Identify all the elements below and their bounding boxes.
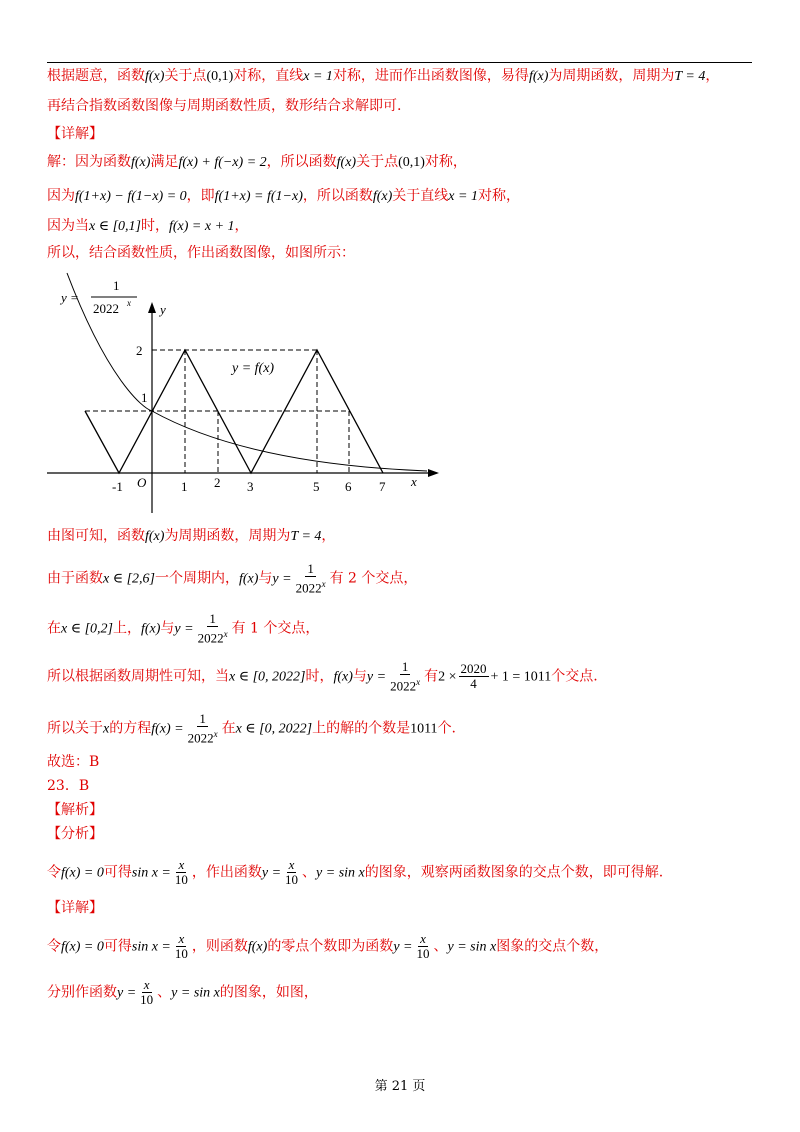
detail-line-1 [47, 932, 767, 961]
fraction-den: 10 [416, 946, 430, 961]
heading-analysis: 【解析】 [47, 802, 103, 818]
text: 在 [47, 620, 61, 637]
math-result: + 1 = 1011 [490, 669, 552, 685]
math-times: 2 × [438, 669, 457, 685]
math-sin-function: y = sin x [171, 985, 220, 1001]
text: 上， [112, 620, 141, 637]
text: 可得 [103, 864, 132, 881]
heading-detail-2: 【详解】 [47, 900, 103, 916]
text: 的图象，如图， [219, 984, 318, 1001]
math-y: y = [174, 621, 194, 637]
fraction-den [388, 675, 422, 693]
text: 对称，直线 [233, 68, 304, 84]
math-y: y = [117, 985, 137, 1001]
fraction [294, 562, 328, 595]
text: 与 [160, 620, 175, 637]
text: 与 [352, 668, 367, 685]
fraction [459, 662, 489, 691]
fraction-num: 1 [401, 659, 409, 674]
analysis-line-1 [47, 858, 767, 887]
fraction-den: 10 [140, 992, 154, 1007]
text: 的图象，观察两函数图象的交点个数，即可得解. [364, 864, 664, 881]
result-line-4 [47, 660, 767, 693]
para-2: 再结合指数函数图像与周期函数性质，数形结合求解即可. [47, 98, 402, 114]
answer-line: 故选：B [47, 754, 100, 770]
x-tick-6: 6 [345, 479, 352, 494]
heading-detail: 【详解】 [47, 126, 103, 142]
y-axis-arrow-icon [148, 302, 156, 313]
math-fx: f(x) [336, 155, 357, 170]
math-equation: f(x) = 0 [61, 865, 104, 881]
math-period: T = 4 [674, 69, 706, 84]
fraction [138, 978, 155, 1007]
solution-line-4: 所以，结合函数性质，作出函数图像，如图所示： [47, 245, 355, 261]
text: 有 1 个交点， [231, 620, 320, 637]
fraction-den: 10 [174, 946, 188, 961]
math-y: y = [366, 669, 387, 685]
origin-label: O [137, 475, 147, 490]
den-base: 2022 [197, 630, 224, 646]
math-period: T = 4 [290, 529, 322, 544]
para-1 [47, 66, 767, 87]
fraction-num: 1 [209, 611, 216, 626]
text: 由于函数 [47, 570, 103, 587]
text: 的方程 [109, 720, 152, 737]
text: 令 [47, 938, 61, 955]
x-tick-3: 3 [247, 479, 254, 494]
fraction-num: x [420, 931, 426, 946]
result-line-3 [47, 612, 767, 645]
text: 、 [433, 938, 448, 955]
f-curve-label: y = f(x) [232, 361, 275, 376]
math-domain: x ∈ [0,1] [89, 219, 141, 234]
y-tick-2: 2 [136, 343, 143, 358]
fraction [414, 932, 431, 961]
math-domain: x ∈ [0, 2022] [229, 669, 306, 685]
math-fx: f(x) [333, 669, 353, 685]
text: 对称， [424, 154, 467, 170]
math-fx: f(x) [372, 189, 393, 204]
heading-fenxi: 【分析】 [47, 826, 103, 842]
text: 对称，进而作出函数图像，易得 [332, 68, 529, 84]
math-domain: x ∈ [2,6] [103, 571, 155, 587]
math-x: x [103, 721, 110, 737]
result-line-2 [47, 562, 767, 595]
math-equation: f(1+x) = f(1−x) [214, 189, 303, 204]
math-equation: f(x) = x + 1 [168, 219, 235, 234]
fraction-den: 4 [470, 676, 477, 692]
text: ，即 [186, 188, 215, 204]
den-exp: x [321, 579, 326, 589]
text: 个. [437, 720, 457, 737]
text: 所以关于 [47, 720, 103, 737]
den-exp: x [223, 629, 228, 639]
text: 根据题意，函数 [47, 68, 145, 84]
text: 、 [157, 984, 172, 1001]
text: 关于点 [356, 154, 399, 170]
x-tick-neg1: -1 [112, 479, 123, 494]
fraction-den [196, 627, 230, 645]
math-point: (0,1) [206, 69, 234, 84]
function-graph [47, 268, 447, 513]
fraction-num: 1 [199, 711, 206, 726]
text: 满足 [150, 154, 179, 170]
math-sin: sin x = [131, 939, 171, 955]
math-line: x = 1 [303, 69, 333, 84]
den-exp: x [213, 729, 218, 739]
math-equation: f(x) = 0 [61, 939, 104, 955]
math-y: y = [261, 865, 282, 881]
text: ，所以函数 [302, 188, 373, 204]
text: 因为当 [47, 218, 89, 234]
exp-label-sup: x [127, 298, 131, 308]
y-tick-1: 1 [141, 390, 148, 405]
text: ，所以函数 [266, 154, 337, 170]
x-tick-5: 5 [313, 479, 320, 494]
math-fx: f(x) [528, 69, 549, 84]
fraction-num: 1 [307, 561, 314, 576]
x-tick-7: 7 [379, 479, 386, 494]
math-equation: f(1+x) − f(1−x) = 0 [75, 189, 187, 204]
text: 因为 [47, 188, 75, 204]
fraction-den: 10 [285, 872, 299, 887]
fraction-num: x [178, 857, 185, 872]
math-fx: f(x) [238, 571, 259, 587]
result-line-1 [47, 526, 767, 547]
text: 为周期函数，周期为 [548, 68, 675, 84]
math-line: x = 1 [448, 189, 478, 204]
text: 对称， [477, 188, 520, 204]
fraction [388, 660, 422, 693]
fraction [196, 612, 230, 645]
text: 时， [305, 668, 334, 685]
math-count: 1011 [410, 721, 438, 737]
text: 解：因为函数 [47, 154, 131, 170]
solution-line-1 [47, 152, 767, 173]
fraction [173, 858, 190, 887]
x-tick-1: 1 [181, 479, 188, 494]
fraction [173, 932, 190, 961]
text: ，作出函数 [191, 864, 262, 881]
math-sin: sin x = [131, 865, 171, 881]
fraction-den [186, 727, 220, 745]
text: 时， [140, 218, 169, 234]
math-domain: x ∈ [0,2] [61, 621, 113, 637]
text: 、 [302, 864, 317, 881]
solution-line-2 [47, 186, 767, 207]
text: 为周期函数，周期为 [164, 528, 291, 544]
math-domain: x ∈ [0, 2022] [235, 721, 313, 737]
text: ， [705, 68, 720, 84]
page-number: 第 21 页 [374, 1079, 426, 1094]
math-y: y = [393, 939, 413, 955]
exp-label-num: 1 [113, 278, 120, 293]
text: 关于直线 [392, 188, 449, 204]
fraction-den: 10 [174, 872, 188, 887]
text: 与 [258, 570, 273, 587]
math-fx: f(x) [131, 155, 151, 170]
math-sin-function: y = sin x [316, 865, 365, 881]
text: 令 [47, 864, 61, 881]
text: 所以根据函数周期性可知，当 [47, 668, 229, 685]
text: 的零点个数即为函数 [267, 938, 394, 955]
den-base: 2022 [390, 678, 417, 694]
text: 在 [221, 720, 236, 737]
text: 个交点. [551, 668, 598, 685]
den-exp: x [416, 677, 421, 687]
text: ， [321, 528, 336, 544]
den-base: 2022 [295, 580, 322, 596]
math-fx: f(x) [145, 69, 165, 84]
fraction-num: 2020 [460, 661, 487, 677]
text: 有 [424, 668, 439, 685]
fraction-num: x [143, 977, 150, 992]
math-equation: f(x) + f(−x) = 2 [178, 155, 267, 170]
text: ， [234, 218, 249, 234]
fraction [283, 858, 300, 887]
exp-label-y: y = [61, 290, 79, 305]
question-23-answer: 23．B [47, 778, 90, 794]
math-y: y = [272, 571, 292, 587]
text: 上的解的个数是 [312, 720, 411, 737]
text: 由图可知，函数 [47, 528, 145, 544]
math-sin-function: y = sin x [447, 939, 497, 955]
den-base: 2022 [187, 730, 214, 746]
fraction-num: x [288, 857, 295, 872]
result-line-5 [47, 712, 767, 745]
math-fx: f(x) [145, 529, 165, 544]
header-rule [47, 62, 752, 63]
text: ，则函数 [191, 938, 248, 955]
math-fx: f(x) [247, 939, 268, 955]
math-point: (0,1) [398, 155, 425, 170]
text: 关于点 [164, 68, 207, 84]
exp-label-den: 2022 [93, 301, 119, 316]
math-fx: f(x) = [151, 721, 184, 737]
x-tick-2: 2 [214, 475, 221, 490]
text: 一个周期内， [154, 570, 239, 587]
y-axis-label: y [160, 302, 166, 317]
fraction [186, 712, 220, 745]
fraction-den [294, 577, 328, 595]
text: 可得 [103, 938, 132, 955]
x-axis-label: x [411, 474, 417, 489]
text: 有 2 个交点， [329, 570, 418, 587]
text: 分别作函数 [47, 984, 117, 1001]
math-fx: f(x) [140, 621, 161, 637]
fraction-num: x [178, 931, 185, 946]
text: 图象的交点个数， [496, 938, 609, 955]
detail-line-2 [47, 978, 767, 1007]
solution-line-3 [47, 216, 767, 237]
x-axis-arrow-icon [428, 469, 439, 477]
